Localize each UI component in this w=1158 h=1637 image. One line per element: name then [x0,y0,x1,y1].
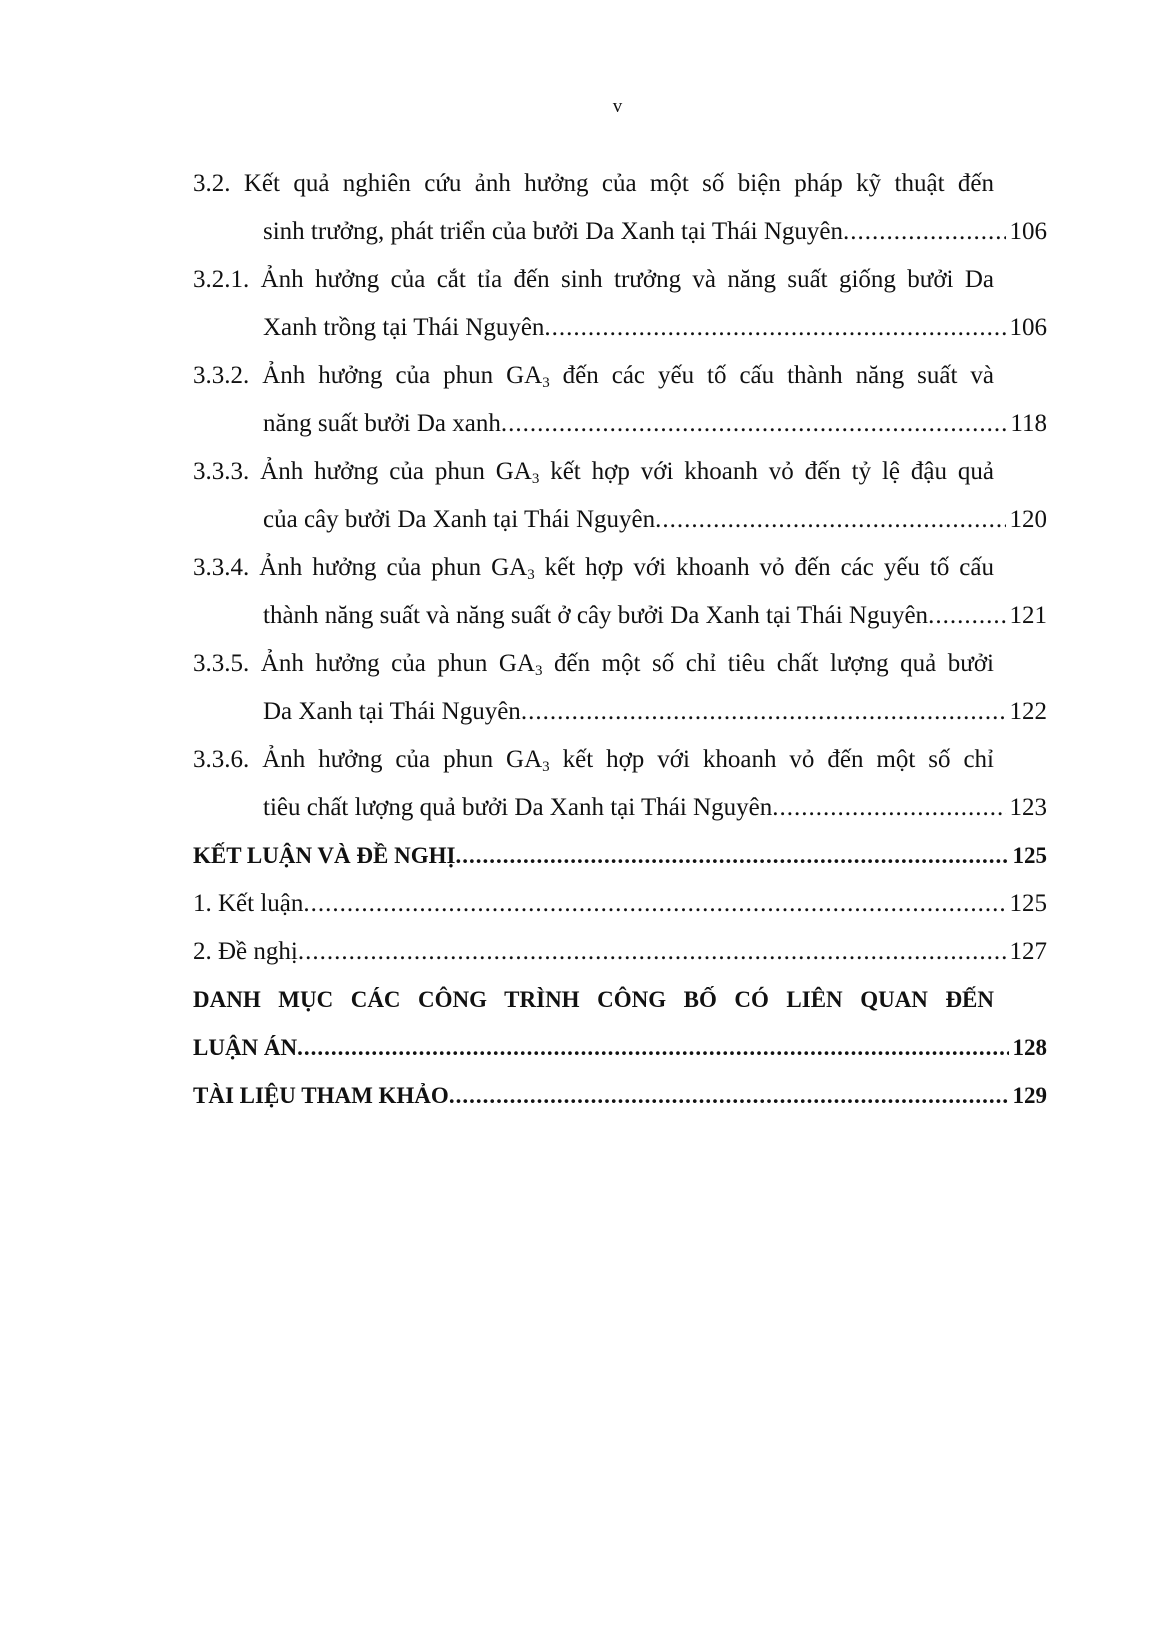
toc-entry-de-nghi[interactable]: 2. Đề nghị ..... 127 [193,928,1047,976]
page-ref: 121 [1009,602,1047,629]
toc-entry-3-2-1-line2[interactable]: Xanh trồng tại Thái Nguyên ..... 106 [193,304,1047,352]
dot-leader [501,400,1007,448]
toc-entry-3-2-line1: 3.2. Kết quả nghiên cứu ảnh hưởng của một số biện pháp kỹ thuật đến [193,170,994,197]
toc-entry-3-3-6-line1: 3.3.6. Ảnh hưởng của phun $GA_3$ kết hợp với khoanh vỏ đến một số chỉ [193,746,994,775]
dot-leader [544,304,1005,352]
toc-entry-3-3-5-line2[interactable]: Da Xanh tại Thái Nguyên ..... 122 [193,688,1047,736]
toc-entry-3-3-6-line2[interactable]: tiêu chất lượng quả bưởi Da Xanh tại Thái Nguyên ..... 123 [193,784,1047,832]
toc-entry-3-3-2-line2[interactable]: năng suất bưởi Da xanh ..... 118 [193,400,1047,448]
dot-leader [303,880,1005,928]
page-ref: 120 [1009,506,1047,533]
toc-entry-publications-line1: DANH MỤC CÁC CÔNG TRÌNH CÔNG BỐ CÓ LIÊN QUAN ĐẾN [193,987,994,1012]
page-ref: 123 [1009,794,1047,821]
toc-entry-3-2-1-line1: 3.2.1. Ảnh hưởng của cắt tỉa đến sinh trưởng và năng suất giống bưởi Da [193,266,994,293]
dot-leader [928,592,1005,640]
page-ref: 118 [1010,410,1047,437]
toc-entry-publications-line2[interactable]: LUẬN ÁN ..... 128 [193,1024,1047,1072]
page-ref: 106 [1009,218,1047,245]
dot-leader [449,1072,1009,1120]
toc-entry-references[interactable]: TÀI LIỆU THAM KHẢO ..... 129 [193,1072,1047,1120]
dot-leader [297,1024,1008,1072]
dot-leader [521,688,1006,736]
dot-leader [655,496,1005,544]
table-of-contents [193,160,1047,1120]
page-ref: 125 [1009,890,1047,917]
page-ref: 125 [1012,843,1047,868]
page-ref: 128 [1012,1035,1047,1060]
toc-entry-3-3-4-line2[interactable]: thành năng suất và năng suất ở cây bưởi Da Xanh tại Thái Nguyên ..... 121 [193,592,1047,640]
toc-entry-3-3-5-line1: 3.3.5. Ảnh hưởng của phun $GA_3$ đến một số chỉ tiêu chất lượng quả bưởi [193,650,994,679]
toc-entry-conclusion[interactable]: KẾT LUẬN VÀ ĐỀ NGHỊ ..... 125 [193,832,1047,880]
dot-leader [772,784,1005,832]
page-ref: 129 [1012,1083,1047,1108]
page-number: v [612,96,623,117]
toc-entry-3-3-3-line2[interactable]: của cây bưởi Da Xanh tại Thái Nguyên ..... 120 [193,496,1047,544]
toc-entry-3-3-3-line1: 3.3.3. Ảnh hưởng của phun $GA_3$ kết hợp với khoanh vỏ đến tỷ lệ đậu quả [193,458,994,487]
toc-entry-3-3-2-line1: 3.3.2. Ảnh hưởng của phun $GA_3$ đến các yếu tố cấu thành năng suất và [193,362,994,391]
toc-entry-ket-luan[interactable]: 1. Kết luận ..... 125 [193,880,1047,928]
toc-entry-3-3-4-line1: 3.3.4. Ảnh hưởng của phun $GA_3$ kết hợp với khoanh vỏ đến các yếu tố cấu [193,554,994,583]
page-ref: 122 [1009,698,1047,725]
dot-leader [455,832,1008,880]
toc-entry-3-2-line2[interactable]: sinh trưởng, phát triển của bưởi Da Xanh tại Thái Nguyên ..... 106 [193,208,1047,256]
page-ref: 127 [1009,938,1047,965]
dot-leader [298,928,1006,976]
dot-leader [843,208,1005,256]
page-ref: 106 [1009,314,1047,341]
